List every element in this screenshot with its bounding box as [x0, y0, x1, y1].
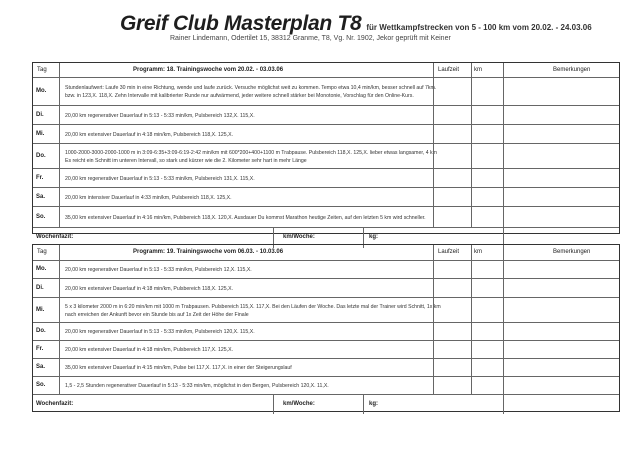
row-day: So. — [36, 382, 46, 388]
table-row — [33, 323, 619, 341]
header-tag: Tag — [37, 249, 47, 255]
column-divider — [503, 245, 504, 395]
table-header-row — [33, 63, 619, 78]
table-row — [33, 207, 619, 228]
header-programm: Programm: 18. Trainingswoche vom 20.02. - 03.03.06 — [133, 66, 284, 73]
footer-wochenfazit: Wochenfazit: — [36, 234, 74, 240]
row-program-text-2: nach erreichen der Ankunft bevor ein Stunde bis auf 1x Zeit der Höhe der Finale — [65, 311, 249, 318]
table-row — [33, 341, 619, 359]
column-divider — [433, 245, 434, 395]
page-title: Greif Club Masterplan T8 — [120, 12, 362, 35]
row-program-text: 20,00 km regenerativer Dauerlauf in 5:13 - 5:33 min/km, Pulsbereich 120,X. 115,X. — [65, 329, 255, 335]
row-program-text: 1,5 - 2,5 Stunden regenerativer Dauerlauf in 5:13 - 5:33 min/km, möglichst in den Bergen, Pulsbereich 120,X. 11,X. — [65, 383, 329, 389]
header-laufzeit: Laufzeit — [438, 66, 460, 73]
column-divider — [433, 63, 434, 228]
row-program-text: 20,00 km regenerativer Dauerlauf in 5:13 - 5:33 min/km, Pulsbereich 132,X. 115,X. — [65, 112, 255, 119]
table-row — [33, 106, 619, 125]
header-km: km — [474, 249, 482, 255]
footer-kg: kg: — [369, 400, 378, 407]
row-day: Fr. — [36, 346, 44, 352]
title-suffix: für Wettkampfstrecken von 5 - 100 km vom 20.02. - 24.03.06 — [366, 23, 592, 32]
footer-km-woche: km/Woche: — [283, 400, 315, 407]
page-subtitle: Rainer Lindemann, Odertilet 15, 38312 Granme, T8, Vg. Nr. 1902, Jekor geprüft mit Keiner — [170, 35, 451, 42]
row-program-text: 20,00 km regenerativer Dauerlauf in 5:13 - 5:33 min/km, Pulsbereich 131,X. 115,X. — [65, 175, 255, 182]
row-program-text: Stundenlaufwert: Laufe 30 min in eine Richtung, wende und laufe zurück. Versuche möglichst weit zu kommen. Tempo etwa 10,4 min/km, besser schnell auf 7km. — [65, 85, 437, 91]
footer-divider — [363, 395, 364, 414]
week-18-table — [32, 62, 620, 240]
table-footer-row — [33, 395, 619, 414]
footer-divider — [273, 395, 274, 414]
footer-divider — [503, 395, 504, 414]
row-program-text: 20,00 km extensiver Dauerlauf in 4:18 min/km, Pulsbereich 118,X. 125,X. — [65, 285, 234, 292]
row-program-text-2: Es reicht ein Schnitt im unteren Intervall, so stark und kürzer wie die 2. Kilometer sehr hart in mehr Länge — [65, 157, 307, 164]
row-day: Mo. — [36, 88, 47, 94]
table-row — [33, 298, 619, 323]
row-program-text-2: bzw. in 123,X. 118,X. Zehn Intervalle mit kalibrierter Runde nur aufwärmend, jeder weitere schnell stärker bei Monotonie, Vorschlag für den Online-Kurs. — [65, 93, 414, 99]
header-programm: Programm: 19. Trainingswoche vom 06.03. - 10.03.06 — [133, 249, 284, 255]
row-day: So. — [36, 213, 46, 220]
table-row — [33, 279, 619, 298]
table-row — [33, 78, 619, 106]
header-bemerkungen: Bemerkungen — [553, 66, 591, 73]
week-19-table — [32, 244, 620, 412]
row-program-text: 5 x 3 kilometer 2000 m in 6:20 min/km mit 1000 m Trabpausen. Pulsbereich 115,X. 117,X. Bei den Läufen der Woche. Das letzte mal der Trainer wird Schnitt, 1x km — [65, 303, 441, 310]
row-program-text: 1000-2000-3000-2000-1000 m in 3:09-6:35+3:09-6:19-2:42 min/km mit 600*200+400+1100 m Trabpause. Pulsbereich 118,X. 125,X. lieber etwas langsamer, 4 km — [65, 149, 437, 156]
row-day: Mi. — [36, 306, 45, 313]
column-divider — [471, 245, 472, 395]
column-divider — [59, 245, 60, 395]
table-row — [33, 144, 619, 169]
row-program-text: 20,00 km extensiver Dauerlauf in 4:18 min/km, Pulsbereich 118,X. 125,X. — [65, 131, 234, 138]
footer-km-woche: km/Woche: — [283, 234, 315, 240]
row-program-text: 35,00 km extensiver Dauerlauf in 4:15 min/km, Pulse bei 117,X. 117,X. in einer der Steigerungslauf — [65, 365, 292, 371]
header-tag: Tag — [37, 66, 47, 73]
table-row — [33, 188, 619, 207]
title-row — [120, 12, 620, 34]
footer-kg: kg: — [369, 234, 378, 240]
row-program-text: 20,00 km regenerativer Dauerlauf in 5:13 - 5:33 min/km, Pulsbereich 12,X. 115,X. — [65, 267, 252, 273]
header-bemerkungen: Bemerkungen — [553, 249, 591, 255]
row-day: Fr. — [36, 174, 44, 181]
table-header-row — [33, 245, 619, 261]
row-program-text: 35,00 km extensiver Dauerlauf in 4:16 min/km, Pulsbereich 118,X. 120,X. Ausdauer Du kommst Marathon heutige Zeiten, auf den letzten 5 km wird schneller. — [65, 214, 426, 221]
row-day: Sa. — [36, 193, 46, 200]
column-divider — [59, 63, 60, 228]
table-row — [33, 125, 619, 144]
row-day: Di. — [36, 111, 44, 118]
footer-wochenfazit: Wochenfazit: — [36, 400, 74, 407]
row-day: Sa. — [36, 364, 46, 370]
row-day: Do. — [36, 328, 46, 334]
table-row — [33, 169, 619, 188]
row-program-text: 20,00 km extensiver Dauerlauf in 4:18 min/km, Pulsbereich 117,X. 125,X. — [65, 347, 234, 353]
row-day: Di. — [36, 284, 44, 291]
column-divider — [503, 63, 504, 228]
row-day: Do. — [36, 152, 46, 159]
row-program-text: 20,00 km intensiver Dauerlauf in 4:33 min/km, Pulsbereich 118,X. 125,X. — [65, 194, 232, 201]
table-row — [33, 377, 619, 395]
row-day: Mi. — [36, 130, 45, 137]
table-row — [33, 359, 619, 377]
row-day: Mo. — [36, 266, 47, 272]
column-divider — [471, 63, 472, 228]
header-laufzeit: Laufzeit — [438, 249, 460, 255]
table-row — [33, 261, 619, 279]
header-km: km — [474, 66, 482, 73]
